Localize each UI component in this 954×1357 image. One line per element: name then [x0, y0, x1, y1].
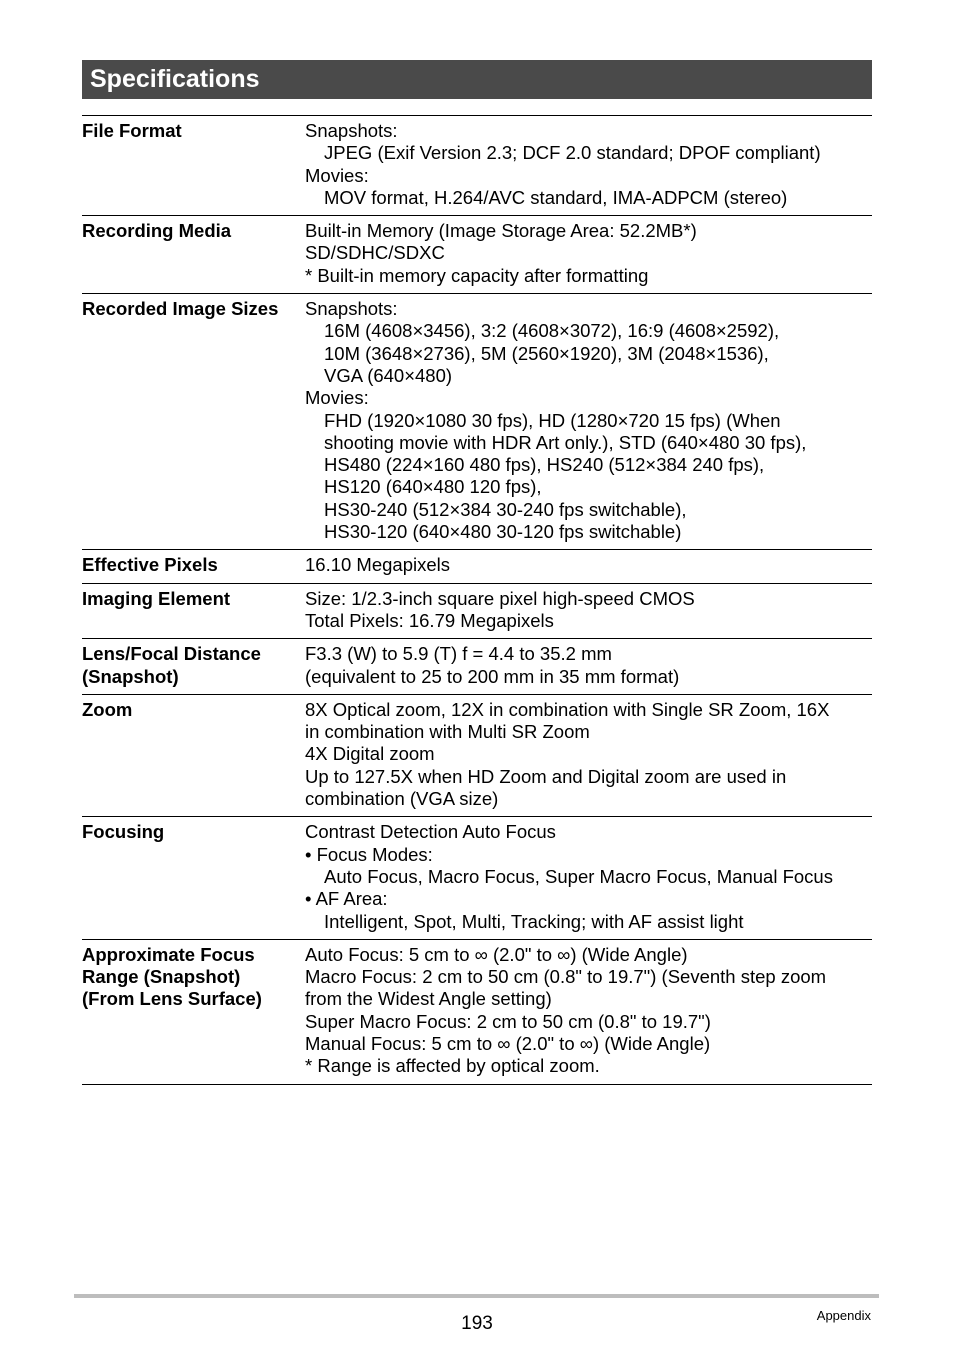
spec-label — [82, 944, 305, 1078]
spec-value-line: Contrast Detection Auto Focus — [305, 821, 556, 843]
spec-row — [82, 639, 872, 695]
spec-value-line: VGA (640×480) — [324, 364, 453, 386]
spec-label-line: Zoom — [82, 698, 133, 720]
spec-label-line: Lens/Focal Distance — [82, 643, 261, 665]
spec-label — [82, 554, 305, 576]
spec-value-line: FHD (1920×1080 30 fps), HD (1280×720 15 fps) (When — [324, 409, 781, 431]
spec-value-line: Up to 127.5X when HD Zoom and Digital zoom are used in — [305, 765, 787, 787]
spec-label-line: Approximate Focus — [82, 943, 255, 965]
spec-label-line: Range (Snapshot) — [82, 966, 241, 988]
spec-value-line: MOV format, H.264/AVC standard, IMA-ADPCM (stereo) — [324, 186, 788, 208]
spec-value — [305, 220, 872, 287]
spec-value — [305, 298, 872, 543]
spec-label-line: Recorded Image Sizes — [82, 298, 279, 320]
spec-label-line: Focusing — [82, 821, 165, 843]
spec-value-line: • AF Area: — [305, 888, 388, 910]
spec-label — [82, 298, 305, 543]
spec-value-line: JPEG (Exif Version 2.3; DCF 2.0 standard; DPOF compliant) — [324, 142, 821, 164]
spec-value-line: HS30-120 (640×480 30-120 fps switchable) — [324, 521, 682, 543]
spec-value-line: in combination with Multi SR Zoom — [305, 721, 590, 743]
spec-value-line: Snapshots: — [305, 298, 398, 320]
spec-row — [82, 584, 872, 640]
spec-label-line: (From Lens Surface) — [82, 988, 262, 1010]
spec-label — [82, 643, 305, 688]
title-bar — [82, 60, 872, 99]
spec-value — [305, 588, 872, 633]
spec-label-line: File Format — [82, 120, 182, 141]
spec-row — [82, 695, 872, 817]
spec-value — [305, 643, 872, 688]
spec-label — [82, 220, 305, 287]
spec-table — [82, 115, 872, 1085]
spec-label — [82, 588, 305, 633]
spec-value — [305, 944, 872, 1078]
spec-row — [82, 550, 872, 583]
spec-value-line: Movies: — [305, 164, 369, 186]
spec-label-line: Effective Pixels — [82, 554, 218, 576]
spec-value-line: combination (VGA size) — [305, 788, 499, 810]
spec-value-line: (equivalent to 25 to 200 mm in 35 mm format) — [305, 665, 680, 687]
spec-value-line: F3.3 (W) to 5.9 (T) f = 4.4 to 35.2 mm — [305, 643, 612, 665]
spec-row — [82, 294, 872, 550]
spec-value-line: HS480 (224×160 480 fps), HS240 (512×384 240 fps), — [324, 454, 765, 476]
spec-value-line: Auto Focus: 5 cm to ∞ (2.0" to ∞) (Wide Angle) — [305, 943, 688, 965]
spec-row — [82, 817, 872, 939]
spec-row — [82, 940, 872, 1085]
spec-value-line: Built-in Memory (Image Storage Area: 52.2MB*) — [305, 220, 697, 242]
spec-label-line: Imaging Element — [82, 587, 231, 609]
spec-value-line: from the Widest Angle setting) — [305, 988, 552, 1010]
spec-value-line: • Focus Modes: — [305, 843, 433, 865]
spec-row — [82, 216, 872, 294]
page-title: Specifications — [90, 65, 260, 93]
spec-value — [305, 554, 872, 576]
spec-value-line: Intelligent, Spot, Multi, Tracking; with AF assist light — [324, 910, 744, 932]
spec-value-line: shooting movie with HDR Art only.), STD (640×480 30 fps), — [324, 431, 807, 453]
spec-value-line: 8X Optical zoom, 12X in combination with Single SR Zoom, 16X — [305, 698, 830, 720]
spec-label — [82, 120, 305, 209]
spec-value-line: SD/SDHC/SDXC — [305, 242, 445, 264]
spec-label-line: (Snapshot) — [82, 665, 179, 687]
footer-divider — [74, 1294, 879, 1298]
spec-label — [82, 699, 305, 810]
spec-value-line: 16M (4608×3456), 3:2 (4608×3072), 16:9 (4608×2592), — [324, 320, 780, 342]
spec-value-line: 16.10 Megapixels — [305, 554, 451, 576]
page-number: 193 — [461, 1313, 493, 1334]
spec-value-line: * Range is affected by optical zoom. — [305, 1055, 600, 1077]
spec-value-line: 4X Digital zoom — [305, 743, 435, 765]
spec-label — [82, 821, 305, 932]
spec-value-line: HS30-240 (512×384 30-240 fps switchable), — [324, 498, 687, 520]
spec-value-line: Movies: — [305, 387, 369, 409]
spec-value-line: Auto Focus, Macro Focus, Super Macro Focus, Manual Focus — [324, 865, 833, 887]
spec-value-line: Snapshots: — [305, 120, 398, 141]
section-name: Appendix — [816, 1308, 871, 1323]
spec-value-line: Size: 1/2.3-inch square pixel high-speed CMOS — [305, 587, 695, 609]
spec-value-line: 10M (3648×2736), 5M (2560×1920), 3M (2048×1536), — [324, 342, 769, 364]
spec-value-line: * Built-in memory capacity after formatting — [305, 264, 649, 286]
spec-value — [305, 699, 872, 810]
spec-value-line: HS120 (640×480 120 fps), — [324, 476, 542, 498]
spec-value-line: Super Macro Focus: 2 cm to 50 cm (0.8" to 19.7") — [305, 1010, 711, 1032]
spec-value-line: Macro Focus: 2 cm to 50 cm (0.8" to 19.7") (Seventh step zoom — [305, 966, 827, 988]
spec-value-line: Manual Focus: 5 cm to ∞ (2.0" to ∞) (Wide Angle) — [305, 1032, 711, 1054]
spec-row — [82, 116, 872, 216]
spec-value-line: Total Pixels: 16.79 Megapixels — [305, 609, 554, 631]
spec-value — [305, 120, 872, 209]
spec-value — [305, 821, 872, 932]
spec-label-line: Recording Media — [82, 220, 232, 242]
